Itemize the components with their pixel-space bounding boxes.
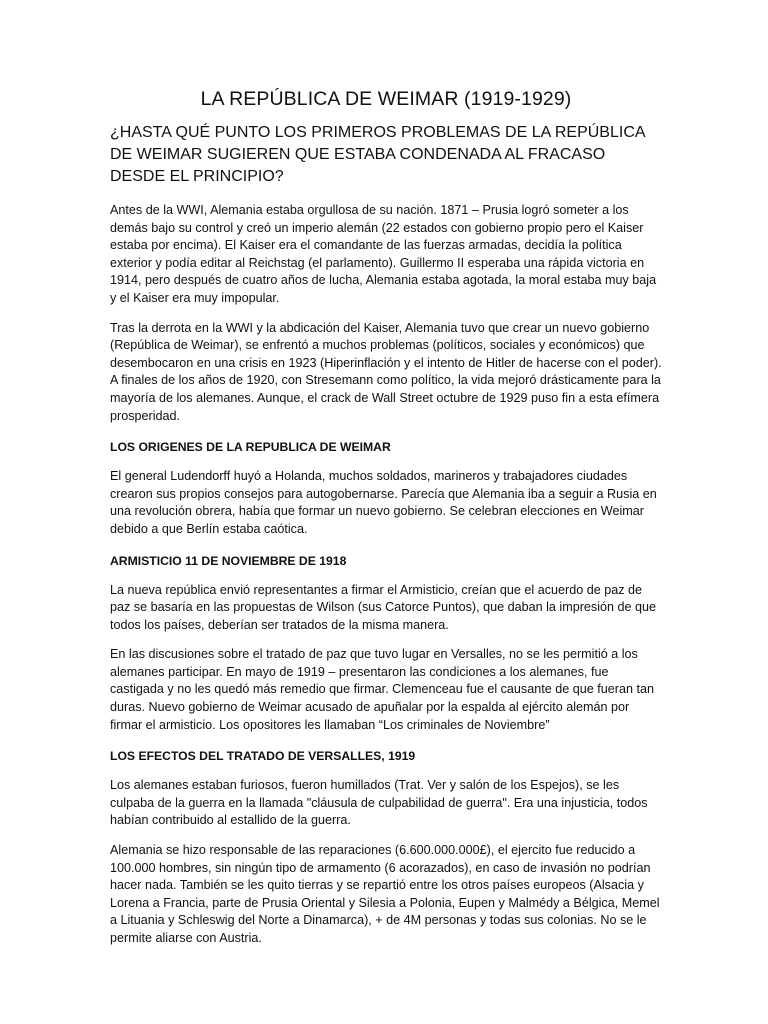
paragraph-armistice-1: La nueva república envió representantes a firmar el Armisticio, creían que el acuerdo de paz de paz se basaría en las propuestas de Wilson (sus Catorce Puntos), que daban la impresión de que todos los países, deberían ser tratados de la misma manera. [110, 582, 657, 632]
section-heading-versailles: LOS EFECTOS DEL TRATADO DE VERSALLES, 1919 [110, 749, 416, 764]
document-body [110, 86, 662, 948]
paragraph-origins-1: El general Ludendorff huyó a Holanda, muchos soldados, marineros y trabajadores ciudades crearon sus propios consejos para autogobernarse. Parecía que Alemania iba a seguir a Rusia en una revolución obrera, había que formar un nuevo gobierno. Se celebran elecciones en Weimar debido a que Berlín estaba caótica. [110, 469, 657, 536]
paragraph-intro-1: Antes de la WWI, Alemania estaba orgullosa de su nación. 1871 – Prusia logró someter a los demás bajo su control y creó un imperio alemán (22 estados con gobierno propio pero el Kaiser estaba por encima). El Kaiser era el comandante de las fuerzas armadas, decidía la política exterior y podía editar al Reichstag (el parlamento). Guillermo II esperaba una rápida victoria en 1914, pero después de cuatro años de lucha, Alemania estaba agotada, la moral estaba muy baja y el Kaiser era muy impopular. [110, 203, 657, 305]
paragraph-intro-2: Tras la derrota en la WWI y la abdicación del Kaiser, Alemania tuvo que crear un nuevo gobierno (República de Weimar), se enfrentó a muchos problemas (políticos, sociales y económicos) que desembocaron en una crisis en 1923 (Hiperinflación y el intento de Hitler de hacerse con el poder). A finales de los años de 1920, con Stresemann como político, la vida mejoró drásticamente para la mayoría de los alemanes. Aunque, el crack de Wall Street octubre de 1929 puso fin a esta efímera prosperidad. [110, 320, 662, 423]
paragraph-versailles-2: Alemania se hizo responsable de las reparaciones (6.600.000.000£), el ejercito fue reducido a 100.000 hombres, sin ningún tipo de armamento (6 acorazados), en caso de invasión no podrían hacer nada. También se les quito tierras y se repartió entre los otros países europeos (Alsacia y Lorena a Francia, parte de Prusia Oriental y Silesia a Polonia, Eupen y Malmédy a Bélgica, Memel a Lituania y Schleswig del Norte a Dinamarca), + de 4M personas y todas sus colonias. No se le permite aliarse con Austria. [110, 843, 660, 945]
paragraph-armistice-2: En las discusiones sobre el tratado de paz que tuvo lugar en Versalles, no se les permitió a los alemanes participar. En mayo de 1919 – presentaron las condiciones a los alemanes, fue castigada y no les quedó más remedio que firmar. Clemenceau fue el causante de que fueran tan duras. Nuevo gobierno de Weimar acusado de apuñalar por la espalda al ejército alemán por firmar el armisticio. Los opositores les llamaban “Los criminales de Noviembre” [110, 647, 654, 732]
document-title: LA REPÚBLICA DE WEIMAR (1919-1929) [200, 88, 572, 110]
paragraph-versailles-1: Los alemanes estaban furiosos, fueron humillados (Trat. Ver y salón de los Espejos), se les culpaba de la guerra en la llamada "cláusula de culpabilidad de guerra". Era una injusticia, todos habían contribuido al estallido de la guerra. [110, 778, 648, 828]
section-heading-armistice: ARMISTICIO 11 DE NOVIEMBRE DE 1918 [110, 553, 347, 568]
document-question: ¿HASTA QUÉ PUNTO LOS PRIMEROS PROBLEMAS DE LA REPÚBLICA DE WEIMAR SUGIEREN QUE ESTABA CONDENADA AL FRACASO DESDE EL PRINCIPIO? [110, 124, 645, 185]
section-heading-origins: LOS ORIGENES DE LA REPUBLICA DE WEIMAR [110, 440, 391, 455]
